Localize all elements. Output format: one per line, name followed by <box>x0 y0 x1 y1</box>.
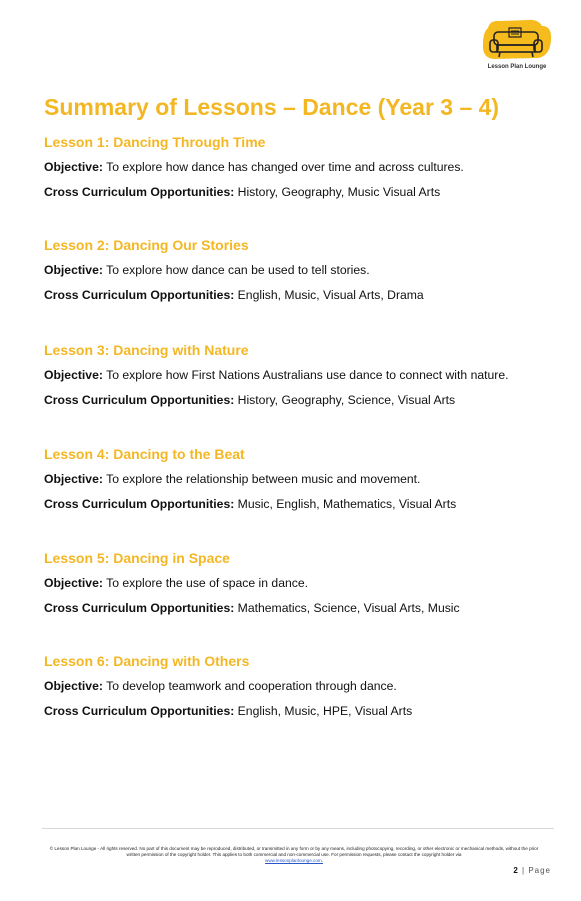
cross-curriculum-label: Cross Curriculum Opportunities: <box>44 497 235 511</box>
cross-curriculum-text: English, Music, HPE, Visual Arts <box>237 704 413 718</box>
footer-divider <box>42 828 554 829</box>
objective-text: To explore how dance has changed over time and across cultures. <box>106 160 464 174</box>
lesson-objective <box>44 678 544 703</box>
lesson-5 <box>44 549 544 625</box>
objective-text: To develop teamwork and cooperation through dance. <box>106 679 397 693</box>
lesson-title: Lesson 6: Dancing with Others <box>44 653 250 669</box>
cross-curriculum-text: Music, English, Mathematics, Visual Arts <box>237 497 457 511</box>
objective-label: Objective: <box>44 679 103 693</box>
cross-curriculum-label: Cross Curriculum Opportunities: <box>44 288 235 302</box>
objective-text: To explore how First Nations Australians use dance to connect with nature. <box>106 368 509 382</box>
objective-text: To explore how dance can be used to tell stories. <box>106 263 370 277</box>
page-number-value: 2 <box>513 866 519 875</box>
cross-curriculum-label: Cross Curriculum Opportunities: <box>44 393 235 407</box>
lesson-title: Lesson 3: Dancing with Nature <box>44 342 249 358</box>
lesson-cross-curriculum <box>44 703 544 728</box>
lesson-objective <box>44 159 544 184</box>
lesson-title: Lesson 2: Dancing Our Stories <box>44 237 249 253</box>
page-title: Summary of Lessons – Dance (Year 3 – 4) <box>44 94 500 120</box>
lesson-title: Lesson 1: Dancing Through Time <box>44 134 266 150</box>
objective-label: Objective: <box>44 368 103 382</box>
cross-curriculum-label: Cross Curriculum Opportunities: <box>44 601 235 615</box>
objective-label: Objective: <box>44 263 103 277</box>
page-label: Page <box>528 866 551 875</box>
lesson-6 <box>44 652 544 728</box>
lesson-title: Lesson 4: Dancing to the Beat <box>44 446 245 462</box>
lesson-objective <box>44 575 544 600</box>
footer-copyright <box>44 846 544 864</box>
lesson-objective <box>44 471 544 496</box>
lesson-cross-curriculum <box>44 496 544 521</box>
lesson-objective <box>44 367 544 392</box>
objective-label: Objective: <box>44 472 103 486</box>
copyright-text: © Lesson Plan Lounge - All rights reserved. No part of this document may be reproduced, distributed, or transmitted in any form or by any means, including photocopying, recording, or other electronic or mechanical methods, without the prior written permission of the copyright holder. This applies to both commercial and non-commercial use. For permission requests, please contact the copyright holder via <box>49 846 539 857</box>
lesson-title: Lesson 5: Dancing in Space <box>44 550 230 566</box>
cross-curriculum-text: English, Music, Visual Arts, Drama <box>237 288 424 302</box>
lesson-cross-curriculum <box>44 600 544 625</box>
objective-text: To explore the relationship between music and movement. <box>106 472 421 486</box>
lesson-objective <box>44 262 544 287</box>
cross-curriculum-label: Cross Curriculum Opportunities: <box>44 704 235 718</box>
lesson-cross-curriculum <box>44 184 544 209</box>
logo-text: Lesson Plan Lounge <box>487 64 547 70</box>
cross-curriculum-label: Cross Curriculum Opportunities: <box>44 185 235 199</box>
lesson-2 <box>44 236 544 312</box>
lesson-1 <box>44 133 544 209</box>
cross-curriculum-text: History, Geography, Music Visual Arts <box>237 185 441 199</box>
objective-label: Objective: <box>44 576 103 590</box>
lesson-cross-curriculum <box>44 287 544 312</box>
objective-label: Objective: <box>44 160 103 174</box>
page-number: 2 | Page <box>513 866 551 875</box>
lesson-4 <box>44 445 544 521</box>
objective-text: To explore the use of space in dance. <box>106 576 309 590</box>
cross-curriculum-text: History, Geography, Science, Visual Arts <box>237 393 456 407</box>
lesson-cross-curriculum <box>44 392 544 417</box>
lesson-3 <box>44 341 544 417</box>
website-link[interactable]: www.lessonplanlounge.com. <box>265 858 323 863</box>
cross-curriculum-text: Mathematics, Science, Visual Arts, Music <box>237 601 460 615</box>
